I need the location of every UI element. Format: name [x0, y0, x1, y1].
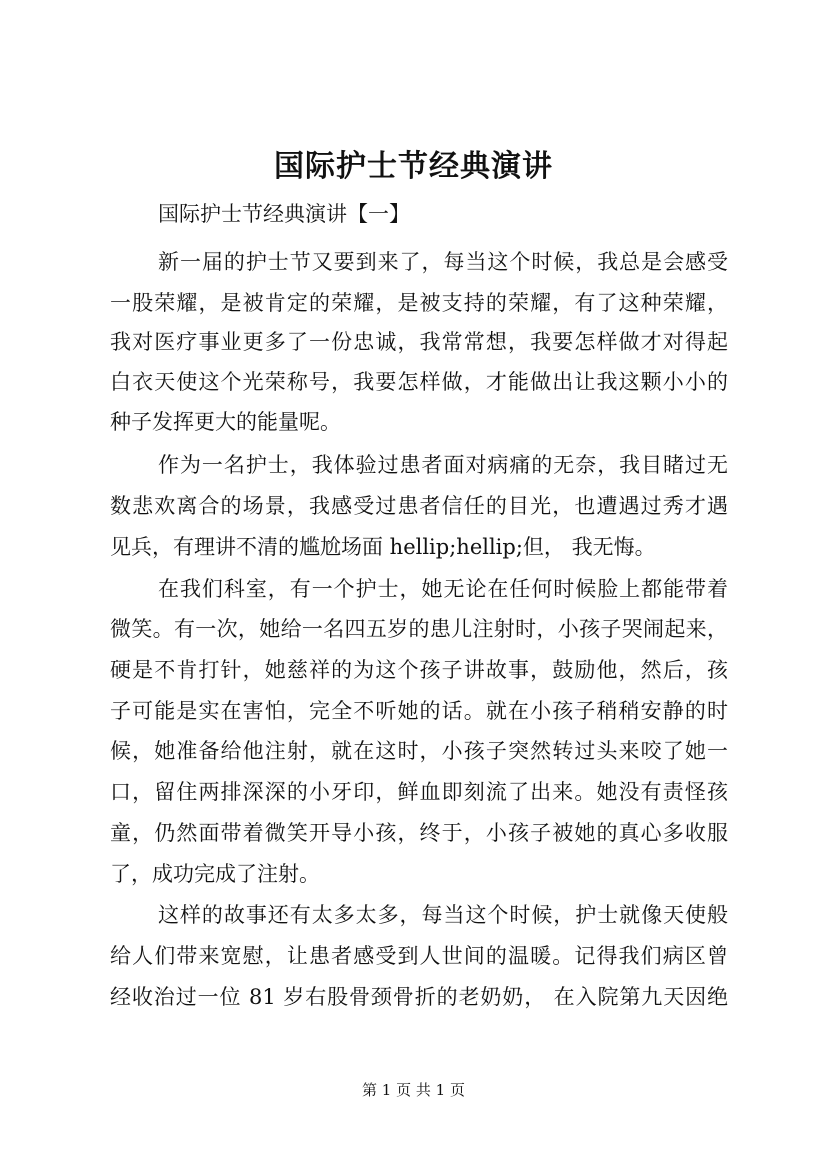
section-heading: 国际护士节经典演讲【一】: [158, 202, 410, 226]
text-line: 我对医疗事业更多了一份忠诚，我常常想，我要怎样做才对得起: [110, 330, 728, 354]
text-line: 童，仍然面带着微笑开导小孩，终于，小孩子被她的真心多收服: [110, 821, 728, 845]
document-title: 国际护士节经典演讲: [274, 149, 553, 184]
text-line: 数悲欢离合的场景，我感受过患者信任的目光，也遭遇过秀才遇: [110, 494, 728, 518]
text-line: 微笑。有一次，她给一名四五岁的患儿注射时，小孩子哭闹起来，: [110, 617, 728, 641]
text-line: 新一届的护士节又要到来了，每当这个时候，我总是会感受: [158, 250, 728, 274]
text-line: 白衣天使这个光荣称号，我要怎样做，才能做出让我这颗小小的: [110, 370, 728, 394]
text-line: 作为一名护士，我体验过患者面对病痛的无奈，我目睹过无: [158, 453, 728, 477]
text-line: 口，留住两排深深的小牙印，鲜血即刻流了出来。她没有责怪孩: [110, 780, 728, 804]
page-footer: 第 1 页 共 1 页: [362, 1081, 465, 1099]
text-line: 一股荣耀，是被肯定的荣耀，是被支持的荣耀，有了这种荣耀，: [110, 291, 728, 315]
text-line: 子可能是实在害怕，完全不听她的话。就在小孩子稍稍安静的时: [110, 699, 728, 723]
text-line: 了，成功完成了注射。: [110, 862, 320, 886]
text-line: 经收治过一位 81 岁右股骨颈骨折的老奶奶， 在入院第九天因绝: [110, 985, 728, 1009]
text-line: 候，她准备给他注射，就在这时，小孩子突然转过头来咬了她一: [110, 739, 728, 763]
text-line: 硬是不肯打针，她慈祥的为这个孩子讲故事，鼓励他，然后，孩: [110, 658, 728, 682]
text-line: 在我们科室，有一个护士，她无论在任何时候脸上都能带着: [158, 577, 728, 601]
text-line: 种子发挥更大的能量呢。: [110, 410, 341, 434]
text-line: 这样的故事还有太多太多，每当这个时候，护士就像天使般: [158, 903, 728, 927]
text-line: 给人们带来宽慰，让患者感受到人世间的温暖。记得我们病区曾: [110, 944, 728, 968]
text-line: 见兵，有理讲不清的尴尬场面 hellip;hellip;但， 我无悔。: [110, 535, 656, 559]
